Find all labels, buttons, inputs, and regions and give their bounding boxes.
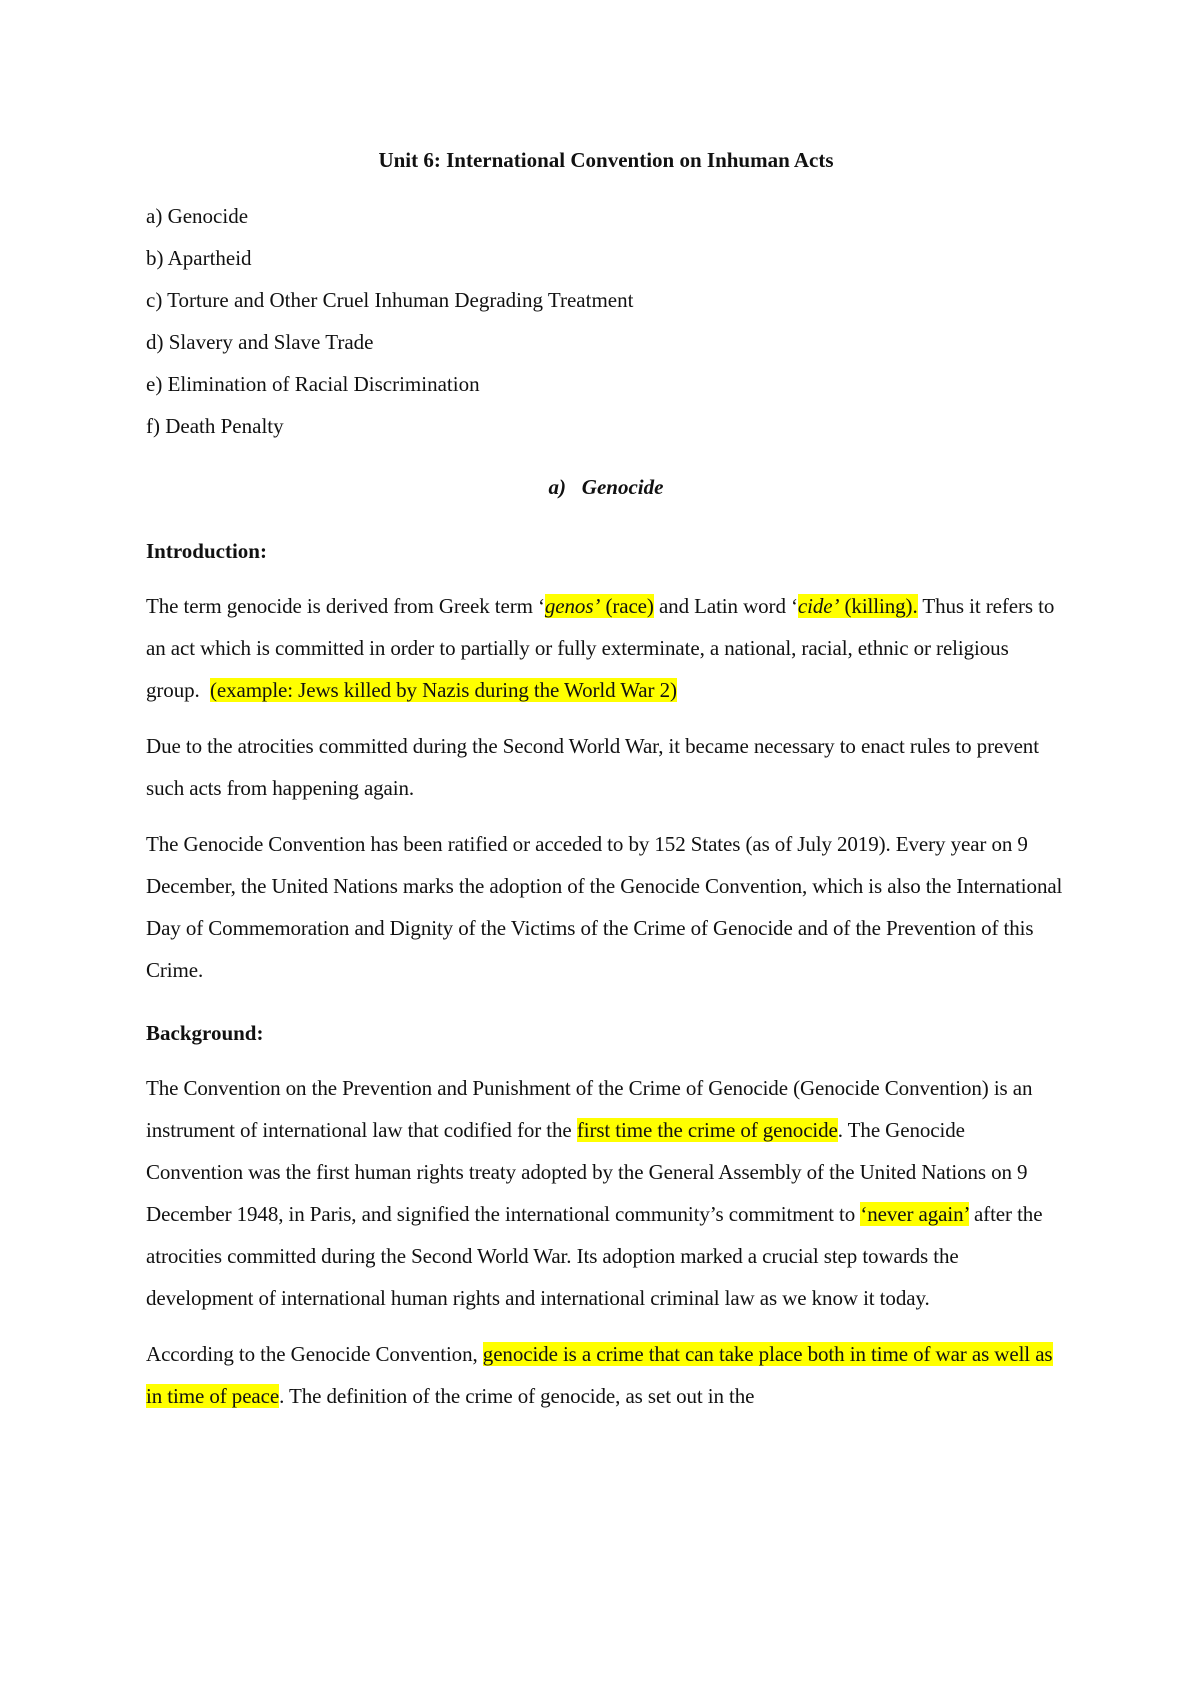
text-run: Thus it refers to an act which is committed in order to partially or fully exterminate, a national, racial, ethnic or religious group. [146,594,1055,702]
text-run: and Latin word ‘ [653,594,798,618]
list-item: b) Apartheid [146,246,252,270]
introduction-heading: Introduction: [146,539,267,563]
background-paragraph-2 [146,1333,1066,1417]
text-run: According to the Genocide Convention, [146,1342,483,1366]
highlight-first-time: first time the crime of genocide [576,1118,838,1142]
highlight-war-peace: genocide is a crime that can take place both in time of war as well as in time of peace [146,1342,1053,1408]
highlight-killing: (killing). [839,594,918,618]
highlight-never-again: ‘never again’ [860,1202,969,1226]
text-run: The term genocide is derived from Greek term ‘ [146,594,545,618]
list-item: d) Slavery and Slave Trade [146,330,374,354]
list-item: f) Death Penalty [146,414,284,438]
introduction-paragraph-2: Due to the atrocities committed during the Second World War, it became necessary to enact rules to prevent such acts from happening again. [146,734,1039,800]
background-heading: Background: [146,1021,264,1045]
introduction-paragraph-3: The Genocide Convention has been ratified or acceded to by 152 States (as of July 2019). Every year on 9 December, the United Nations marks the adoption of the Genocide Convention, which is also the International Day of Commemoration and Dignity of the Victims of the Crime of Genocide and of the Prevention of this Crime. [146,832,1063,982]
introduction-paragraph-1 [146,585,1066,711]
highlight-genos: genos’ [544,594,601,618]
list-item: e) Elimination of Racial Discrimination [146,372,480,396]
text-run: . The Genocide Convention was the first human rights treaty adopted by the General Assembly of the United Nations on 9 December 1948, in Paris, and signified the international community’s commitment to [146,1118,1028,1226]
text-run: The Convention on the Prevention and Punishment of the Crime of Genocide (Genocide Convention) is an instrument of international law that codified for the [146,1076,1033,1142]
document-body [146,143,1066,1417]
highlight-example: (example: Jews killed by Nazis during the World War 2) [209,678,677,702]
list-item: a) Genocide [146,204,249,228]
highlight-cide: cide’ [797,594,840,618]
topic-list [146,195,1066,447]
section-heading-genocide: a) Genocide [548,475,664,499]
page-title: Unit 6: International Convention on Inhuman Acts [378,148,834,172]
list-item: c) Torture and Other Cruel Inhuman Degrading Treatment [146,288,634,312]
highlight-race: (race) [600,594,654,618]
text-run: . The definition of the crime of genocide, as set out in the [279,1384,755,1408]
text-run: after the atrocities committed during the Second World War. Its adoption marked a crucial step towards the development of international human rights and international criminal law as we know it today. [146,1202,1043,1310]
background-paragraph-1 [146,1067,1066,1319]
